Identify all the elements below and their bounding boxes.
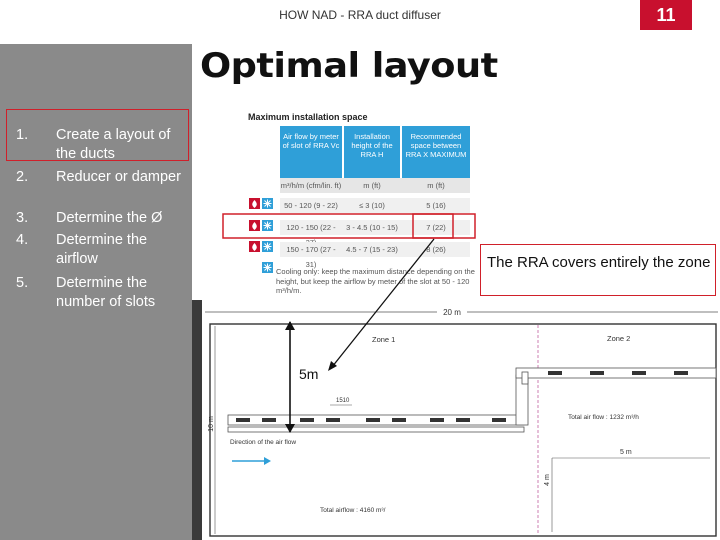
- airflow-arrow-head: [264, 457, 271, 465]
- table-cell: 7 (22): [426, 223, 446, 232]
- table-cell: m (ft): [363, 181, 381, 190]
- airflow-direction-label: Direction of the air flow: [230, 439, 297, 446]
- duct-main: [228, 415, 524, 432]
- height-label: 5m: [299, 366, 319, 382]
- slot-dimension-label: 1510: [336, 398, 350, 404]
- spacing-highlight: [413, 214, 453, 238]
- step-text: Determine the number of slots: [56, 275, 156, 310]
- table-title: Maximum installation space: [248, 112, 368, 122]
- total-airflow-label: Total airflow : 4160 m³/: [320, 507, 386, 514]
- zone1-label: Zone 1: [372, 335, 396, 344]
- total-length-label: 20 m: [443, 308, 461, 317]
- step-text: Reducer or damper: [56, 169, 181, 185]
- header-title: HOW NAD - RRA duct diffuser: [279, 8, 441, 22]
- table-cell: 5 (16): [426, 201, 446, 210]
- table-header-airflow: Air flow by meter of slot of RRA Vc: [280, 126, 342, 178]
- zone2-flow-label: Total air flow : 1232 m³/h: [568, 414, 639, 421]
- arrow-head-up: [285, 321, 295, 330]
- snowflake-icon: [262, 198, 273, 209]
- table-cell: 120 - 150 (22 -: [286, 223, 336, 232]
- rra-callout: [480, 244, 716, 296]
- flame-icon: [249, 241, 260, 252]
- table-cell: 150 - 170 (27 - 31): [286, 245, 336, 269]
- step-number: 3.: [16, 210, 29, 226]
- flame-icon: [249, 220, 260, 231]
- table-cell: ≤ 3 (10): [359, 201, 385, 210]
- table-header-spacing: Recommended space between RRA X MAXIMUM: [402, 126, 470, 178]
- table-cell: 50 - 120 (9 - 22): [284, 201, 338, 210]
- width-label: 10 m: [208, 416, 215, 432]
- table-cell: 8 (26): [426, 245, 446, 254]
- step-text: Create a layout of the ducts: [56, 127, 171, 162]
- table-cell: m (ft): [427, 181, 445, 190]
- zone2-height-label: 4 m: [544, 474, 551, 486]
- rra-callout-text: The RRA covers entirely the zone: [487, 254, 711, 271]
- step-number: 5.: [16, 275, 29, 291]
- slide-title: Optimal layout: [200, 46, 498, 86]
- snowflake-icon: [262, 241, 273, 252]
- snowflake-icon: [262, 262, 273, 273]
- table-cell: 4.5 - 7 (15 - 23): [346, 245, 398, 254]
- step-text: Determine the Ø: [56, 210, 163, 226]
- step-number: 4.: [16, 232, 29, 248]
- page-number: 11: [640, 0, 692, 30]
- step-number: 2.: [16, 169, 29, 185]
- step-text: Determine the airflow: [56, 232, 148, 267]
- zone2-width-label: 5 m: [620, 449, 632, 456]
- table-header-height: Installation height of the RRA H: [344, 126, 400, 178]
- table-note: Cooling only: keep the maximum distance depending on the height, but keep the airflow by meter of the slot at 50 - 120 m³/h/m.: [276, 267, 475, 295]
- snowflake-icon: [262, 220, 273, 231]
- table-cell: 3 - 4.5 (10 - 15): [346, 223, 398, 232]
- callout-arrow: [332, 239, 434, 367]
- table-cell: m³/h/m (cfm/lin. ft): [280, 181, 342, 190]
- row-highlight: [223, 214, 475, 238]
- flame-icon: [249, 198, 260, 209]
- step-number: 1.: [16, 127, 29, 143]
- zone2-label: Zone 2: [607, 334, 631, 343]
